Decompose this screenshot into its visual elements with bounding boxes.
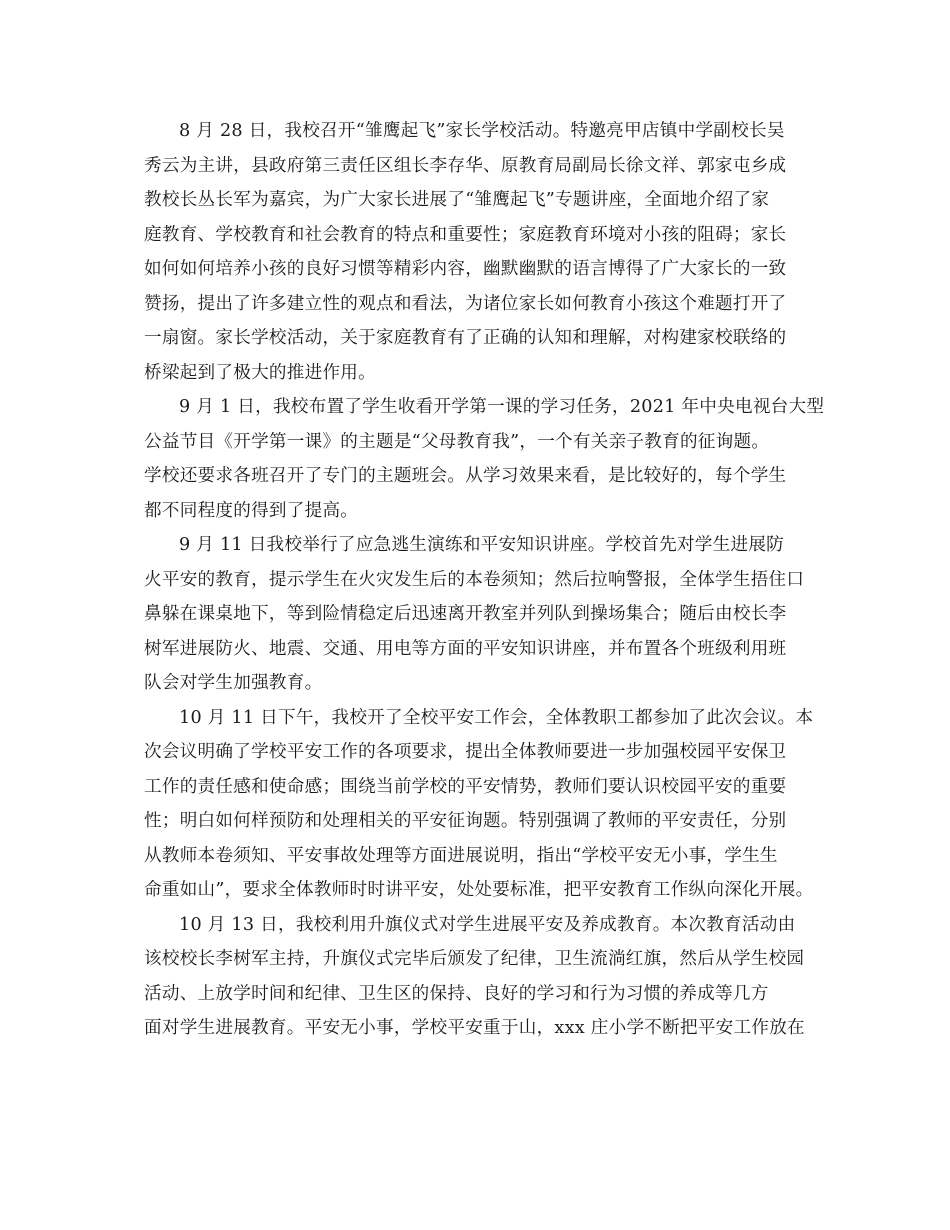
paragraph-first-lesson — [144, 390, 825, 528]
paragraph-evacuation-drill — [144, 528, 816, 701]
text-line: 秀云为主讲，县政府第三责任区组长李存华、原教育局副局长徐文祥、郭家屯乡成 — [144, 155, 787, 176]
text-line: 桥梁起到了极大的推进作用。 — [144, 362, 376, 383]
text-line: 工作的责任感和使命感；围绕当前学校的平安情势，教师们要认识校园平安的重要 — [144, 776, 787, 797]
paragraph-parent-school — [144, 114, 816, 390]
text-line: 队会对学生加强教育。 — [144, 673, 323, 693]
text-line: 10 月 13 日，我校利用升旗仪式对学生进展平安及养成教育。本次教育活动由 — [179, 914, 796, 935]
text-line: 都不同程度的得到了提高。 — [144, 500, 359, 521]
text-line: 公益节目《开学第一课》的主题是“父母教育我”，一个有关亲子教育的征询题。 — [144, 431, 770, 452]
text-line: 9 月 11 日我校举行了应急逃生演练和平安知识讲座。学校首先对学生进展防 — [179, 535, 785, 555]
text-line: 火平安的教育，提示学生在火灾发生后的本卷须知；然后拉响警报，全体学生捂住口 — [144, 569, 805, 590]
text-line: 该校校长李树军主持，升旗仪式完毕后颁发了纪律，卫生流淌红旗，然后从学生校园 — [144, 949, 805, 969]
text-line: 如何如何培养小孩的良好习惯等精彩内容，幽默幽默的语言博得了广大家长的一致 — [144, 259, 787, 279]
text-line: 赞扬，提出了许多建立性的观点和看法，为诸位家长如何教育小孩这个难题打开了 — [144, 293, 787, 314]
text-line: 从教师本卷须知、平安事故处理等方面进展说明，指出“学校平安无小事，学生生 — [144, 845, 778, 866]
text-line: 鼻躲在课桌地下，等到险情稳定后迅速离开教室并列队到操场集合；随后由校长李 — [144, 604, 787, 624]
paragraph-safety-meeting — [144, 701, 816, 908]
text-line: 活动、上放学时间和纪律、卫生区的保持、良好的学习和行为习惯的养成等几方 — [144, 983, 769, 1004]
text-line: 学校还要求各班召开了专门的主题班会。从学习效果来看，是比较好的，每个学生 — [144, 466, 787, 486]
text-line: 9 月 1 日，我校布置了学生收看开学第一课的学习任务，2021 年中央电视台大型 — [179, 397, 825, 417]
text-line: 命重如山”，要求全体教师时时讲平安，处处要标准，把平安教育工作纵向深化开展。 — [144, 880, 814, 900]
text-line: 一扇窗。家长学校活动，关于家庭教育有了正确的认知和理解，对构建家校联络的 — [144, 328, 787, 348]
text-line: 10 月 11 日下午，我校开了全校平安工作会，全体教职工都参加了此次会议。本 — [179, 707, 814, 728]
text-line: 性；明白如何样预防和处理相关的平安征询题。特别强调了教师的平安责任，分别 — [144, 811, 787, 831]
text-line: 树军进展防火、地震、交通、用电等方面的平安知识讲座，并布置各个班级利用班 — [144, 638, 787, 659]
text-line: 面对学生进展教育。平安无小事，学校平安重于山，xxx 庄小学不断把平安工作放在 — [144, 1018, 805, 1038]
document-body — [144, 114, 825, 1046]
paragraph-flag-ceremony — [144, 908, 816, 1046]
text-line: 教校长丛长军为嘉宾，为广大家长进展了“雏鹰起飞”专题讲座，全面地介绍了家 — [144, 190, 770, 210]
text-line: 次会议明确了学校平安工作的各项要求，提出全体教师要进一步加强校园平安保卫 — [144, 742, 787, 762]
text-line: 庭教育、学校教育和社会教育的特点和重要性；家庭教育环境对小孩的阻碍；家长 — [144, 224, 787, 245]
text-line: 8 月 28 日，我校召开“雏鹰起飞”家长学校活动。特邀亮甲店镇中学副校长吴 — [179, 121, 785, 141]
